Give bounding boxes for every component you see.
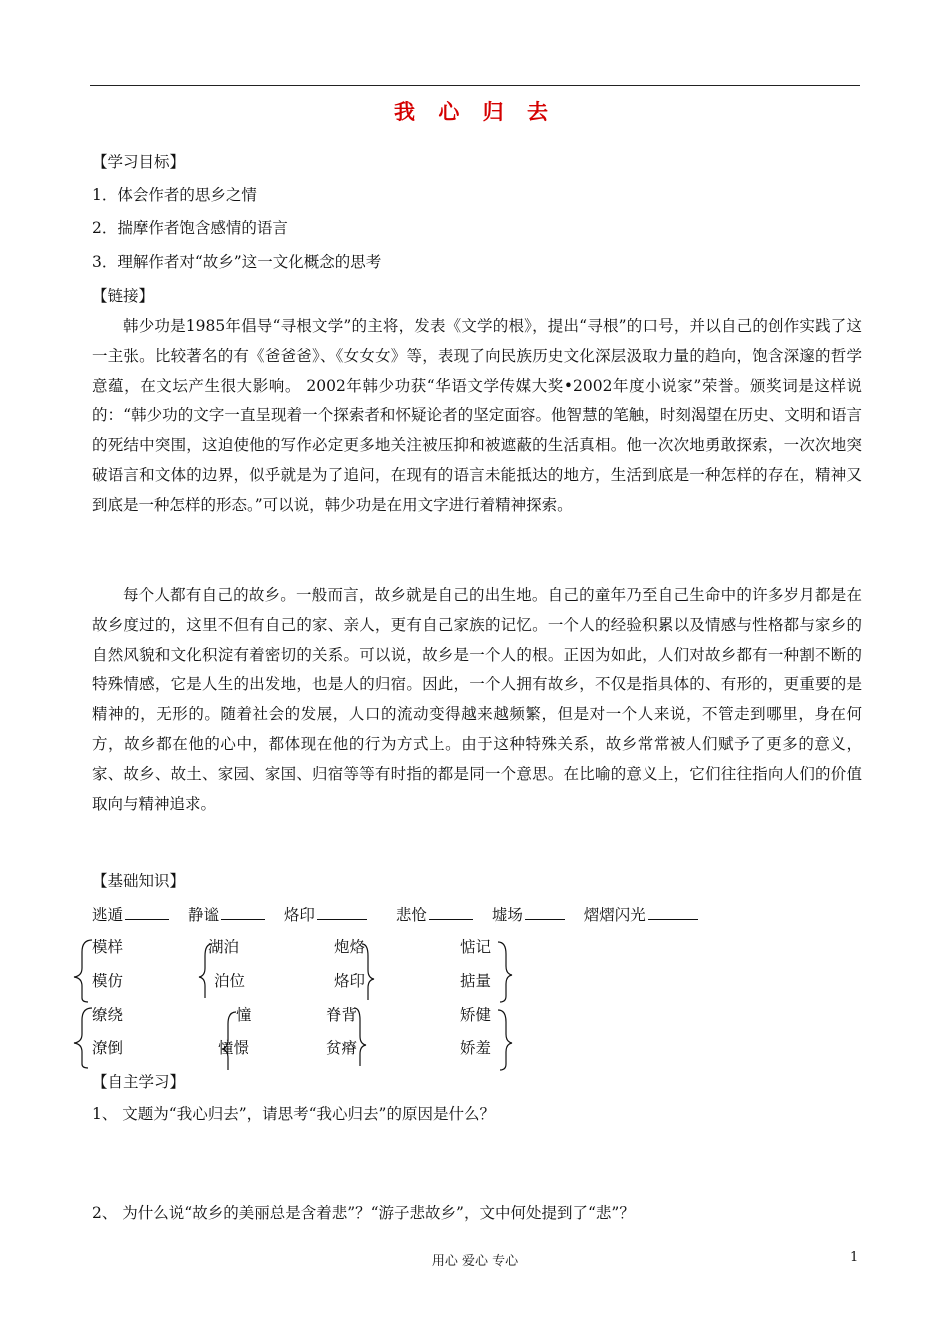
page-number: 1 [850, 1250, 859, 1265]
link-paragraph-2: 每个人都有自己的故乡。一般而言，故乡就是自己的出生地。自己的童年乃至自己生命中的许多岁月都是在故乡度过的，这里不但有自己的家、亲人，更有自己家族的记忆。一个人的经验积累以及情感与性格都与家乡的自然风貌和文化积淀有着密切的关系。可以说，故乡是一个人的根。正因为如此，人们对故乡都有一种割不断的特殊情感，它是人生的出发地，也是人的归宿。因此，一个人拥有故乡，不仅是指具体的、有形的，更重要的是精神的，无形的。随着社会的发展，人口的流动变得越来越频繁，但是对一个人来说，不管走到哪里，身在何方，故乡都在他的心中，都体现在他的行为方式上。由于这种特殊关系，故乡常常被人们赋予了更多的意义，家、故乡、故土、家园、家国、归宿等等有时指的都是同一个意思。在比喻的意义上，它们往往指向人们的价值取向与精神追求。 [92, 586, 862, 813]
group-word: 模仿 [92, 972, 124, 990]
left-brace [199, 944, 212, 998]
group-word: 烙印 [334, 972, 366, 990]
goal-item: 2．揣摩作者饱含感情的语言 [92, 219, 288, 237]
group-word: 泊位 [214, 972, 246, 990]
footer-slogan: 用心 爱心 专心 [431, 1254, 519, 1269]
vocab-item: 静谧 [188, 906, 265, 924]
link-paragraph-1: 韩少功是1985年倡导“寻根文学”的主将，发表《文学的根》，提出“寻根”的口号，并以自己的创作实践了这一主张。比较著名的有《爸爸爸》、《女女女》等，表现了向民族历史文化深层汲取力量的趋向，饱含深邃的哲学意蕴，在文坛产生很大影响。 2002年韩少功获“华语文学传媒大奖•2002年度小说家”荣誉。颁奖词是这样说的：“韩少功的文字一直呈现着一个探索者和怀疑论者的坚定面容。他智慧的笔触，时刻渴望在历史、文明和语言的死结中突围，这迫使他的写作必定更多地关注被压抑和被遮蔽的生活真相。他一次次地勇敢探索，一次次地突破语言和文体的边界，似乎就是为了追问，在现有的语言未能抵达的地方，生活到底是一种怎样的存在，精神又到底是一种怎样的形态。”可以说，韩少功是在用文字进行着精神探索。 [92, 317, 862, 514]
group-word: 贫瘠 [326, 1039, 358, 1057]
right-brace [498, 942, 512, 1002]
left-brace [74, 1008, 92, 1068]
group-word: 矫健 [460, 1006, 492, 1024]
right-brace [362, 944, 374, 1000]
goal-item: 3．理解作者对“故乡”这一文化概念的思考 [92, 253, 382, 271]
group-word: 脊背 [326, 1006, 358, 1024]
group-word: 湖泊 [208, 938, 240, 956]
left-brace [222, 1012, 236, 1070]
vocab-item: 逃遁 [92, 906, 169, 924]
group-word: 娇羞 [460, 1039, 492, 1057]
question-2: 2、 为什么说“故乡的美丽总是含着悲”？“游子悲故乡”，文中何处提到了“悲”？ [92, 1204, 635, 1222]
vocab-item: 烙印 [284, 906, 367, 924]
group-word: 模样 [92, 938, 124, 956]
self-study-heading: 【自主学习】 [92, 1073, 186, 1091]
group-word: 憧憬 [218, 1039, 250, 1057]
vocab-item: 墟场 [492, 906, 565, 924]
left-brace [74, 940, 92, 1002]
page-title: 我 心 归 去 [394, 99, 556, 124]
group-word: 潦倒 [92, 1039, 124, 1057]
question-1: 1、 文题为“我心归去”，请思考“我心归去”的原因是什么？ [92, 1105, 495, 1123]
group-word: 憧 [236, 1006, 252, 1024]
right-brace [498, 1010, 512, 1070]
link-heading: 【链接】 [92, 287, 155, 305]
right-brace [354, 1008, 366, 1066]
goal-item: 1．体会作者的思乡之情 [92, 186, 257, 204]
goals-heading: 【学习目标】 [92, 153, 186, 171]
group-word: 惦记 [460, 938, 492, 956]
group-word: 掂量 [460, 972, 492, 990]
group-word: 缭绕 [92, 1006, 124, 1024]
group-word: 炮烙 [334, 938, 366, 956]
vocab-item: 悲怆 [396, 906, 473, 924]
basics-heading: 【基础知识】 [92, 872, 186, 890]
vocab-item: 熠熠闪光 [584, 906, 698, 924]
